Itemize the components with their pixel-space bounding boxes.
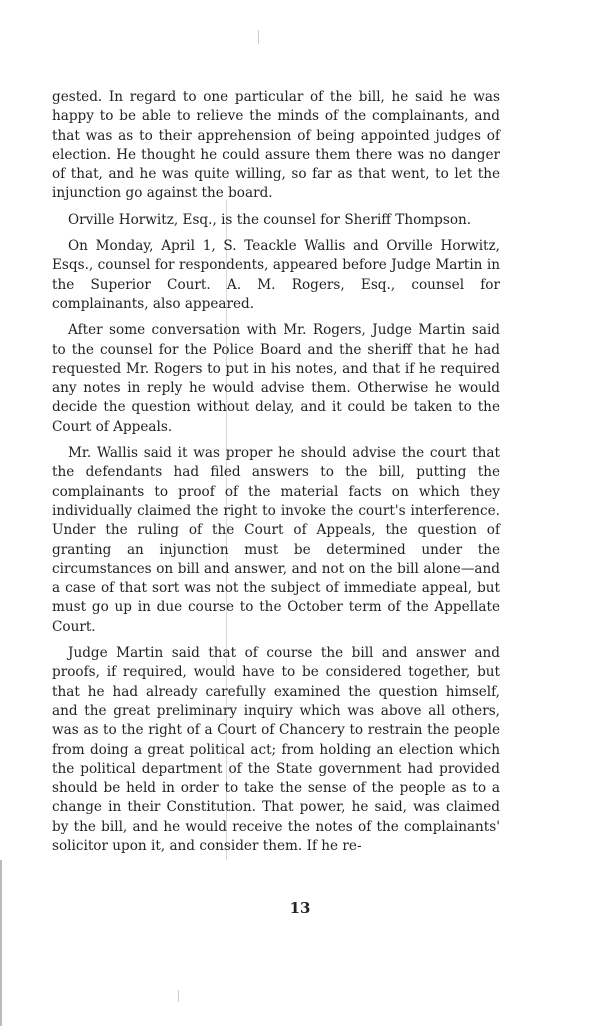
paragraph-wallis: Mr. Wallis said it was proper he should advise the court that the defendants had filed answers to the bill, putting the complainants to proof of the material facts on which they individually claimed the right to invoke the court's interference. Under the ruling of the Court of Appeals, the question of granting an injunction must be determined under the circumstances on bill and answer, and not on the bill alone—and a case of that sort was not the subject of immediate appeal, but must go up in due course to the October term of the Appellate Court. [52, 445, 500, 635]
scan-artifact-top [258, 30, 259, 44]
page-number: 13 [289, 899, 311, 917]
paragraph-horwitz-counsel: Orville Horwitz, Esq., is the counsel for Sheriff Thompson. [68, 211, 472, 228]
paragraph-monday-hearing: On Monday, April 1, S. Teackle Wallis and Orville Horwitz, Esqs., counsel for respondents, appeared before Judge Martin in the Superior Court. A. M. Rogers, Esq., counsel for complainants, also appeared. [52, 238, 500, 312]
scan-artifact-bottom [178, 990, 179, 1002]
paragraph-continuation: gested. In regard to one particular of the bill, he said he was happy to be able to relieve the minds of the complainants, and that was as to their apprehension of being appointed judges of election. He thought he could assure them there was no danger of that, and he was quite willing, so far as that went, to let the injunction go against the board. [52, 89, 500, 202]
scan-edge-line [0, 860, 2, 1026]
document-page [52, 88, 500, 863]
paragraph-judge-martin: Judge Martin said that of course the bill and answer and proofs, if required, would have to be considered together, but that he had already carefully examined the question himself, and the great preliminary inquiry which was above all others, was as to the right of a Court of Chancery to restrain the people from doing a great political act; from holding an election which the political department of the State government had provided should be held in order to take the sense of the people as to a change in their Constitution. That power, he said, was claimed by the bill, and he would receive the notes of the complainants' solicitor upon it, and consider them. If he re- [52, 645, 500, 854]
paragraph-conversation: After some conversation with Mr. Rogers, Judge Martin said to the counsel for the Police Board and the sheriff that he had requested Mr. Rogers to put in his notes, and that if he required any notes in reply he would advise them. Otherwise he would decide the question without delay, and it could be taken to the Court of Appeals. [52, 322, 500, 435]
